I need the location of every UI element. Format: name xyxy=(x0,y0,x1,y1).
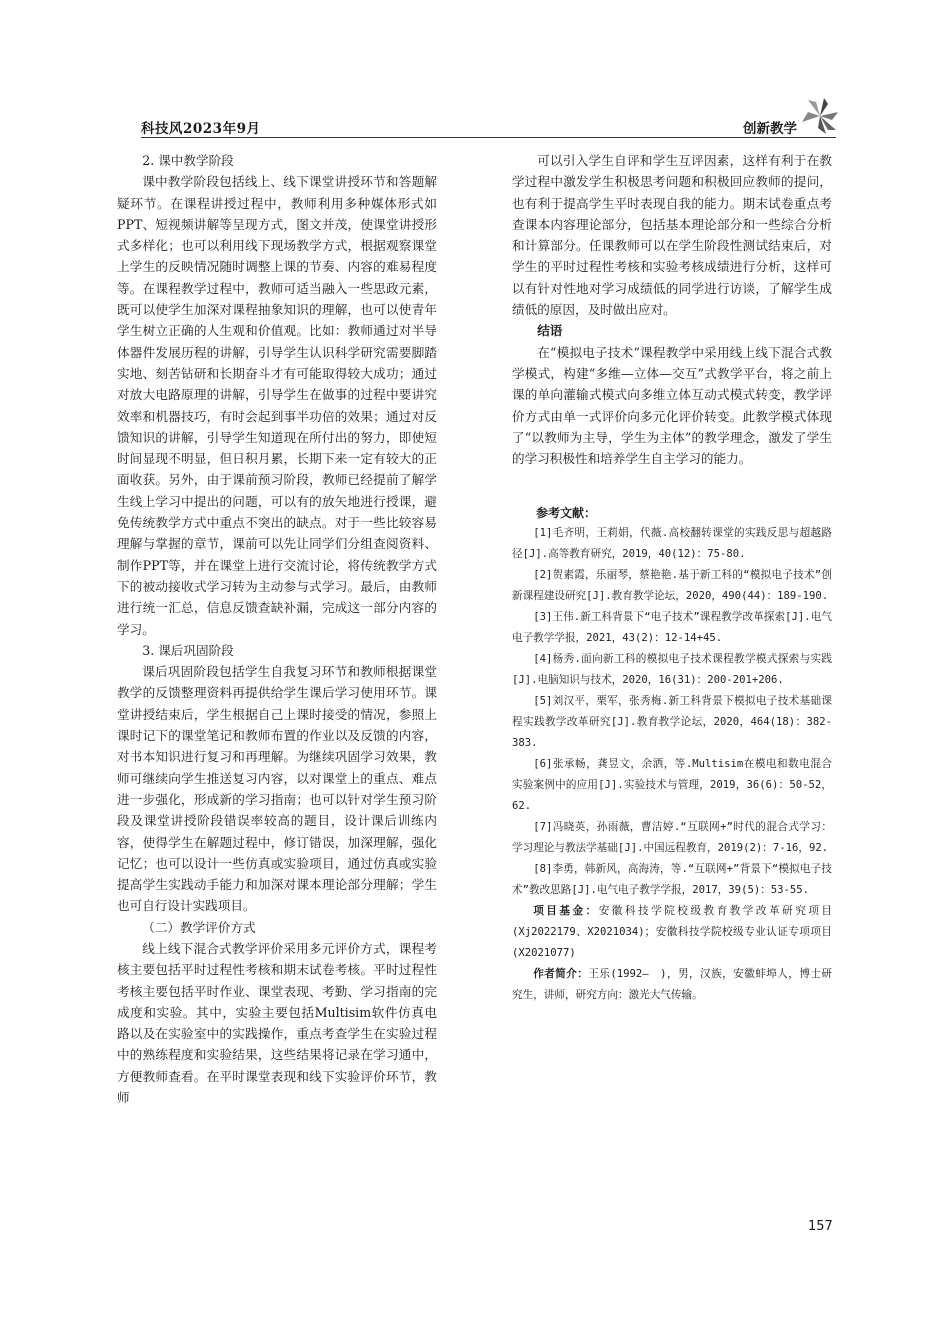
reference-item: [7]冯晓英，孙雨薇，曹洁婷.“互联网+”时代的混合式学习：学习理论与教法学基础[J].中国远程教育，2019(2)：7-16，92. xyxy=(512,821,832,855)
reference-item: [1]毛齐明，王莉娟，代薇.高校翻转课堂的实践反思与超越路径[J].高等教育研究，2019，40(12)：75-80. xyxy=(512,527,832,561)
fund-label: 项目基金： xyxy=(533,905,599,918)
header-rule xyxy=(141,137,836,138)
left-column xyxy=(117,150,437,1108)
paragraph: 课后巩固阶段包括学生自我复习环节和教师根据课堂教学的反馈整理资料再提供给学生课后学习使用环节。课堂讲授结束后，学生根据自己上课时接受的情况，参照上课时记下的课堂笔记和教师布置的作业以及反馈的内容，对书本知识进行复习和再理解。为继续巩固学习效果，教师可继续向学生推送复习内容，以对课堂上的重点、难点进一步强化，形成新的学习指南；也可以针对学生预习阶段及课堂讲授阶段错误率较高的题目，设计课后训练内容，使得学生在解题过程中，修订错误，加深理解，强化记忆；也可以设计一些仿真或实验项目，通过仿真或实验提高学生实践动手能力和加深对课本理论部分理解；学生也可自行设计实践项目。 xyxy=(117,664,437,914)
journal-header: 科技风2023年9月 xyxy=(141,121,261,137)
author-info xyxy=(512,964,832,1006)
paragraph: 线上线下混合式教学评价采用多元评价方式，课程考核主要包括平时过程性考核和期末试卷考核。平时过程性考核主要包括平时作业、课堂表现、考勤、学习指南的完成度和实验。其中，实验主要包括Multisim软件仿真电路以及在实验室中的实践操作，重点考查学生在实验过程中的熟练程度和实验结果，这些结果将记录在学习通中，方便教师查看。在平时课堂表现和线下实验评价环节，教师 xyxy=(117,940,437,1106)
section-heading: 3. 课后巩固阶段 xyxy=(142,642,234,658)
paragraph: 课中教学阶段包括线上、线下课堂讲授环节和答题解疑环节。在课程讲授过程中，教师利用多种媒体形式如PPT、短视频讲解等呈现方式，图文并茂，使课堂讲授形式多样化；也可以利用线下现场教学方式，根据观察课堂上学生的反映情况随时调整上课的节奏、内容的难易程度等。在课程教学过程中，教师可适当融入一些思政元素，既可以使学生加深对课程抽象知识的理解，也可以使青年学生树立正确的人生观和价值观。比如：教师通过对半导体器件发展历程的讲解，引导学生认识科学研究需要脚踏实地、刻苦钻研和长期奋斗才有可能取得较大成功；通过对放大电路原理的讲解，引导学生在做事的过程中要讲究效率和机器技巧，有时会起到事半功倍的效果；通过对反馈知识的讲解，引导学生知道现在所付出的努力，即使短时间显现不明显，但日积月累，长期下来一定有较大的正面收获。另外，由于课前预习阶段，教师已经提前了解学生线上学习中提出的问题，可以有的放矢地进行授课，避免传统教学方式中重点不突出的缺点。对于一些比较容易理解与掌握的章节，课前可以先让同学们分组查阅资料、制作PPT等，并在课堂上进行交流讨论，将传统教学方式下的被动接收式学习转为主动参与式学习。最后，由教师进行统一汇总，信息反馈查缺补漏，完成这一部分内容的学习。 xyxy=(117,174,437,637)
right-column xyxy=(512,150,832,1006)
fund-info xyxy=(512,901,832,964)
fund-text: 安徽科技学院校级教育教学改革研究项目(Xj2022179、X2021034)；安徽科技学院校级专业认证专项项目(X2021077) xyxy=(512,905,833,960)
section-header: 创新教学 xyxy=(743,121,797,137)
reference-item: [8]李勇，韩新风，高海涛，等.“互联网+”背景下“模拟电子技术”教改思路[J].电气电子教学学报，2017，39(5)：53-55. xyxy=(512,863,832,897)
paragraph: 在“模拟电子技术”课程教学中采用线上线下混合式教学模式，构建“多维—立体—交互”式教学平台，将之前上课的单向灌输式模式向多维立体互动式模式转变，教学评价方式由单一式评价向多元化评价转变。此教学模式体现了“以教师为主导，学生为主体”的教学理念，激发了学生的学习积极性和培养学生自主学习的能力。 xyxy=(512,344,832,467)
conclusion-heading: 结语 xyxy=(537,323,563,339)
section-heading: 2. 课中教学阶段 xyxy=(142,153,234,168)
reference-item: [6]张承畅，龚昱文，余洒，等.Multisim在模电和数电混合实验案例中的应用[J].实验技术与管理，2019，36(6)：50-52，62. xyxy=(512,758,832,813)
reference-item: [5]刘汉平，栗军，张秀梅.新工科背景下模拟电子技术基础课程实践教学改革研究[J].教育教学论坛，2020，464(18)：382-383. xyxy=(512,695,832,750)
references-title: 参考文献： xyxy=(536,506,597,521)
section-heading: （二）教学评价方式 xyxy=(142,919,256,935)
paragraph: 可以引入学生自评和学生互评因素，这样有利于在教学过程中激发学生积极思考问题和积极回应教师的提问，也有利于提高学生平时表现自我的能力。期末试卷重点考查课本内容理论部分，包括基本理论部分和一些综合分析和计算部分。任课教师可以在学生阶段性测试结束后，对学生的平时过程性考核和实验考核成绩进行分析，这样可以有针对性地对学习成绩低的同学进行访谈，了解学生成绩低的原因，及时做出应对。 xyxy=(512,153,832,318)
author-text: 王乐(1992— )，男，汉族，安徽蚌埠人，博士研究生，讲师，研究方向：激光大气传输。 xyxy=(512,968,832,1002)
reference-item: [3]王伟.新工科背景下“电子技术”课程教学改革探索[J].电气电子教学学报，2021，43(2)：12-14+45. xyxy=(512,611,832,645)
reference-item: [2]贺素霞，乐丽琴，蔡艳艳.基于新工科的“模拟电子技术”创新课程建设研究[J].教育教学论坛，2020，490(44)：189-190. xyxy=(512,569,832,603)
page-number: 157 xyxy=(808,1219,833,1234)
pinwheel-logo-icon xyxy=(800,96,840,136)
reference-item: [4]杨秀.面向新工科的模拟电子技术课程教学模式探索与实践[J].电脑知识与技术，2020，16(31)：200-201+206. xyxy=(512,653,832,687)
author-label: 作者简介： xyxy=(533,968,589,981)
